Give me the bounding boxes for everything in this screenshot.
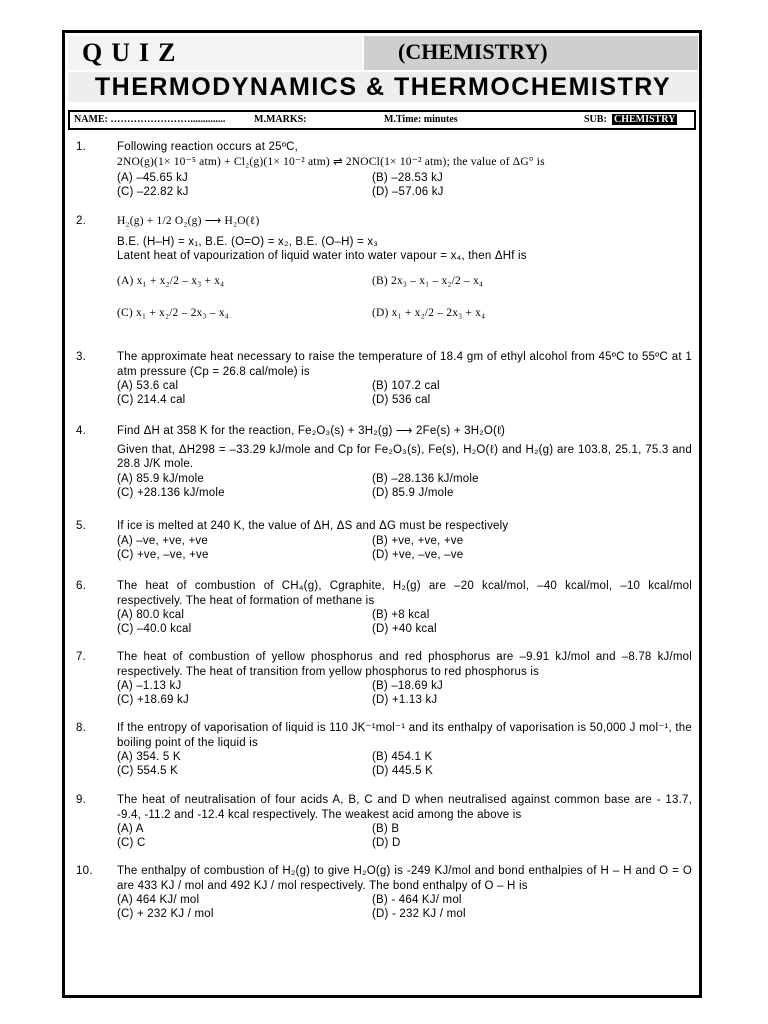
option-a: (A) –45.65 kJ — [117, 172, 188, 184]
option-a: (A) –1.13 kJ — [117, 680, 182, 692]
option-b: (B) +8 kcal — [372, 609, 430, 621]
option-a: (A) 464 KJ/ mol — [117, 894, 200, 906]
option-c: (C) –22.82 kJ — [117, 186, 189, 198]
question-stem: The heat of combustion of yellow phosphorus and red phosphorus are –9.91 kJ/mol and –8.78 kJ/mol respectively. The heat of transition from yellow phosphorus to red phosphorus is — [117, 651, 692, 678]
question-reaction: H₂(g) + 1/2 O₂(g) ⟶ H₂O(ℓ) — [117, 215, 260, 227]
sub-value: CHEMISTRY — [614, 114, 676, 125]
marks-label: M.MARKS: — [254, 114, 307, 125]
option-b: (B) B — [372, 823, 400, 835]
option-c: (C) 554.5 K — [117, 765, 179, 777]
option-a: (A) 85.9 kJ/mole — [117, 472, 204, 485]
quiz-label: QUIZ — [68, 36, 362, 70]
option-a: (A) –ve, +ve, +ve — [117, 534, 208, 547]
option-a: (A) A — [117, 823, 144, 835]
name-label: NAME: …………………….............. — [74, 114, 226, 125]
option-d: (D) –57.06 kJ — [372, 186, 444, 198]
question-number: 9. — [76, 794, 86, 806]
option-c: (C) + 232 KJ / mol — [117, 908, 214, 920]
option-a: (A) x₁ + x₂/2 – x₃ + x₄ — [117, 274, 225, 287]
question-number: 6. — [76, 580, 86, 592]
info-bar — [68, 110, 696, 130]
option-b: (B) +ve, +ve, +ve — [372, 534, 464, 547]
question-stem: The enthalpy of combustion of H₂(g) to give H₂O(g) is -249 KJ/mol and bond enthalpies of H – H and O = O are 433 KJ / mol and 492 KJ / mol respectively. The bond enthalpy of O – H is — [117, 865, 692, 892]
option-c: (C) +ve, –ve, +ve — [117, 548, 209, 561]
question-line-3: Latent heat of vapourization of liquid water into water vapour = x₄, then ΔHf is — [117, 250, 527, 262]
question-number: 2. — [76, 215, 86, 227]
option-a: (A) 53.6 cal — [117, 380, 179, 392]
option-c: (C) 214.4 cal — [117, 394, 186, 406]
option-b: (B) 2x₃ – x₁ – x₂/2 – x₄ — [372, 274, 484, 287]
option-b: (B) - 464 KJ/ mol — [372, 894, 462, 906]
option-b: (B) –28.136 kJ/mole — [372, 472, 479, 485]
question-reaction: 2NO(g)(1× 10⁻⁵ atm) + Cl₂(g)(1× 10⁻² atm) ⇌ 2NOCl(1× 10⁻² atm); the value of ΔG° is — [117, 155, 545, 168]
option-d: (D) +1.13 kJ — [372, 694, 438, 706]
option-b: (B) –28.53 kJ — [372, 172, 443, 184]
option-d: (D) 85.9 J/mole — [372, 486, 454, 499]
option-c: (C) x₁ + x₂/2 – 2x₃ – x₄ — [117, 306, 229, 319]
question-stem: Following reaction occurs at 25ºC, — [117, 141, 299, 153]
option-d: (D) +ve, –ve, –ve — [372, 548, 464, 561]
question-stem: The approximate heat necessary to raise the temperature of 18.4 gm of ethyl alcohol from 45ºC to 55ºC at 1 atm pressure (Cp = 26.8 cal/mole) is — [117, 351, 692, 378]
quiz-header — [68, 36, 698, 70]
option-c: (C) –40.0 kcal — [117, 623, 192, 635]
subject-label: (CHEMISTRY) — [364, 36, 698, 70]
question-stem: The heat of neutralisation of four acids A, B, C and D when neutralised against common base are - 13.7, -9.4, -11.2 and -12.4 kcal respectively. The weakest acid among the above is — [117, 794, 692, 821]
option-d: (D) 536 cal — [372, 394, 431, 406]
question-line-2: B.E. (H–H) = x₁, B.E. (O=O) = x₂, B.E. (O–H) = x₃ — [117, 235, 379, 248]
page-title: THERMODYNAMICS & THERMOCHEMISTRY — [68, 72, 698, 102]
question-number: 10. — [76, 865, 93, 877]
option-c: (C) +28.136 kJ/mole — [117, 486, 225, 499]
question-stem: If the entropy of vaporisation of liquid is 110 JK⁻¹mol⁻¹ and its enthalpy of vaporisation is 50,000 J mol⁻¹, the boiling point of the liquid is — [117, 722, 692, 749]
question-number: 3. — [76, 351, 86, 363]
option-b: (B) 454.1 K — [372, 751, 433, 763]
option-d: (D) x₁ + x₂/2 – 2x₃ + x₄ — [372, 306, 486, 319]
question-number: 5. — [76, 520, 86, 532]
question-number: 1. — [76, 141, 86, 153]
question-line-2: Given that, ΔH298 = –33.29 kJ/mole and Cp for Fe₂O₃(s), Fe(s), H₂O(ℓ) and H₂(g) are 103.8, 25.1, 75.3 and 28.8 J/K mole. — [117, 443, 692, 470]
option-b: (B) –18.69 kJ — [372, 680, 443, 692]
option-b: (B) 107.2 cal — [372, 380, 440, 392]
option-a: (A) 80.0 kcal — [117, 609, 185, 621]
question-number: 8. — [76, 722, 86, 734]
option-c: (C) C — [117, 837, 146, 849]
question-number: 7. — [76, 651, 86, 663]
question-stem: If ice is melted at 240 K, the value of ΔH, ΔS and ΔG must be respectively — [117, 520, 509, 532]
question-stem: The heat of combustion of CH₄(g), Cgraphite, H₂(g) are –20 kcal/mol, –40 kcal/mol, –10 kcal/mol respectively. The heat of formation of methane is — [117, 580, 692, 607]
time-label: M.Time: minutes — [384, 114, 458, 125]
question-number: 4. — [76, 425, 86, 437]
option-d: (D) +40 kcal — [372, 623, 437, 635]
option-d: (D) - 232 KJ / mol — [372, 908, 466, 920]
option-d: (D) D — [372, 837, 401, 849]
option-d: (D) 445.5 K — [372, 765, 434, 777]
option-c: (C) +18.69 kJ — [117, 694, 189, 706]
sub-label: SUB: — [584, 114, 607, 125]
question-stem: Find ΔH at 358 K for the reaction, Fe₂O₃(s) + 3H₂(g) ⟶ 2Fe(s) + 3H₂O(ℓ) — [117, 425, 506, 437]
option-a: (A) 354. 5 K — [117, 751, 181, 763]
